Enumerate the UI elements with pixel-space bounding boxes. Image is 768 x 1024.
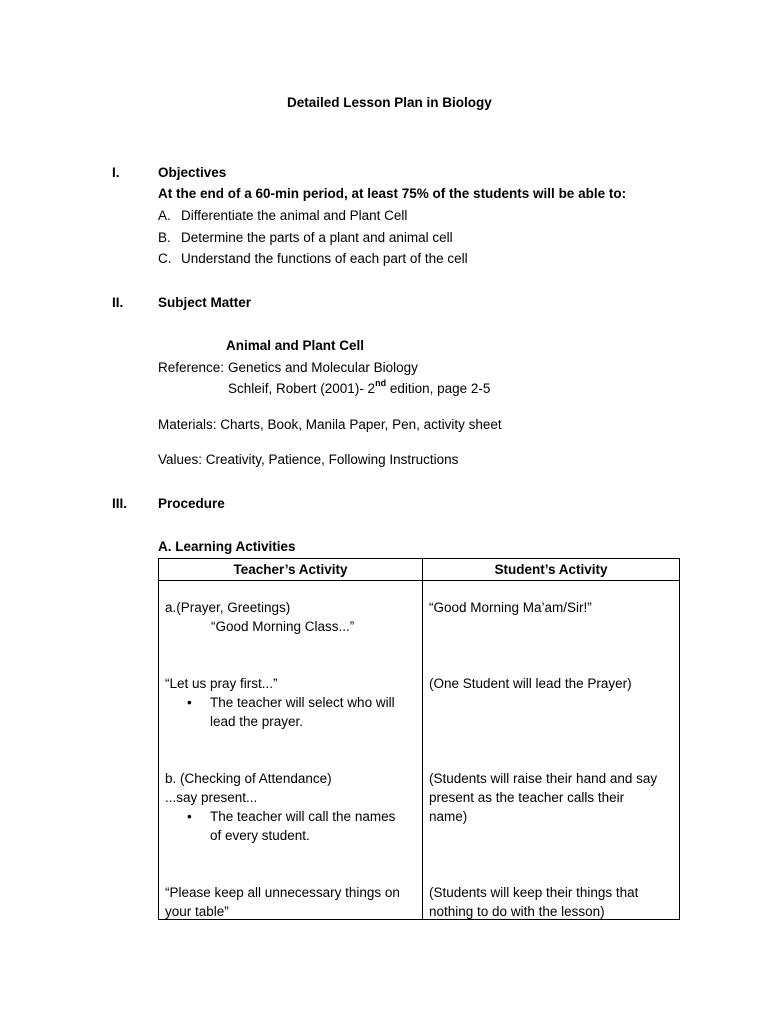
student-attendance-line: present as the teacher calls their — [429, 790, 625, 805]
greeting-quote: “Good Morning Class...” — [211, 619, 355, 634]
objectives-intro: At the end of a 60-min period, at least 75% of the students will be able to: — [158, 186, 627, 201]
teacher-activity-header: Teacher’s Activity — [159, 559, 423, 581]
student-activity-cell — [423, 581, 680, 920]
objective-text: Understand the functions of each part of the cell — [181, 251, 468, 266]
bullet-icon: • — [187, 695, 192, 710]
keep-things-line: “Please keep all unnecessary things on — [165, 885, 400, 900]
reference-edition-text: edition, page 2-5 — [386, 381, 491, 396]
objective-letter: A. — [158, 208, 171, 223]
student-greeting: “Good Morning Ma’am/Sir!” — [429, 600, 592, 615]
reference-label: Reference: — [158, 360, 225, 375]
reference-title: Genetics and Molecular Biology — [228, 360, 418, 375]
values-line: Values: Creativity, Patience, Following Instructions — [158, 452, 459, 467]
learning-activities-heading: A. Learning Activities — [158, 539, 296, 554]
student-attendance-line: name) — [429, 809, 468, 824]
objective-text: Differentiate the animal and Plant Cell — [181, 208, 408, 223]
bullet-icon: • — [187, 809, 192, 824]
table-header-row — [159, 559, 680, 581]
procedure-heading: Procedure — [158, 496, 225, 511]
keep-things-line: your table” — [165, 904, 229, 919]
objective-text: Determine the parts of a plant and animal cell — [181, 230, 453, 245]
subject-topic: Animal and Plant Cell — [226, 338, 365, 353]
reference-author — [228, 377, 491, 396]
student-keep-line: nothing to do with the lesson) — [429, 904, 605, 919]
attendance-label: b. (Checking of Attendance) — [165, 771, 332, 786]
reference-author-text: Schleif, Robert (2001)- 2 — [228, 381, 376, 396]
document-title: Detailed Lesson Plan in Biology — [287, 95, 492, 110]
student-activity-header: Student’s Activity — [423, 559, 680, 581]
procedure-numeral: III. — [112, 496, 128, 511]
student-keep-line: (Students will keep their things that — [429, 885, 639, 900]
pray-instruction-line: lead the prayer. — [210, 714, 304, 729]
objective-letter: B. — [158, 230, 171, 245]
subject-matter-numeral: II. — [112, 295, 124, 310]
learning-activities-table — [158, 558, 680, 920]
table-row — [159, 581, 680, 920]
attendance-instruction-line: The teacher will call the names — [210, 809, 396, 824]
objectives-numeral: I. — [112, 165, 120, 180]
pray-instruction-line: The teacher will select who will — [210, 695, 395, 710]
materials-line: Materials: Charts, Book, Manila Paper, Pen, activity sheet — [158, 417, 502, 432]
attendance-instruction-line: of every student. — [210, 828, 310, 843]
student-attendance-line: (Students will raise their hand and say — [429, 771, 658, 786]
subject-matter-heading: Subject Matter — [158, 295, 252, 310]
pray-quote: “Let us pray first...” — [165, 676, 278, 691]
student-prayer: (One Student will lead the Prayer) — [429, 676, 632, 691]
reference-edition-superscript: nd — [375, 377, 387, 388]
objectives-heading: Objectives — [158, 165, 227, 180]
objective-letter: C. — [158, 251, 172, 266]
teacher-activity-cell — [159, 581, 423, 920]
greeting-label: a.(Prayer, Greetings) — [165, 600, 291, 615]
attendance-say: ...say present... — [165, 790, 258, 805]
